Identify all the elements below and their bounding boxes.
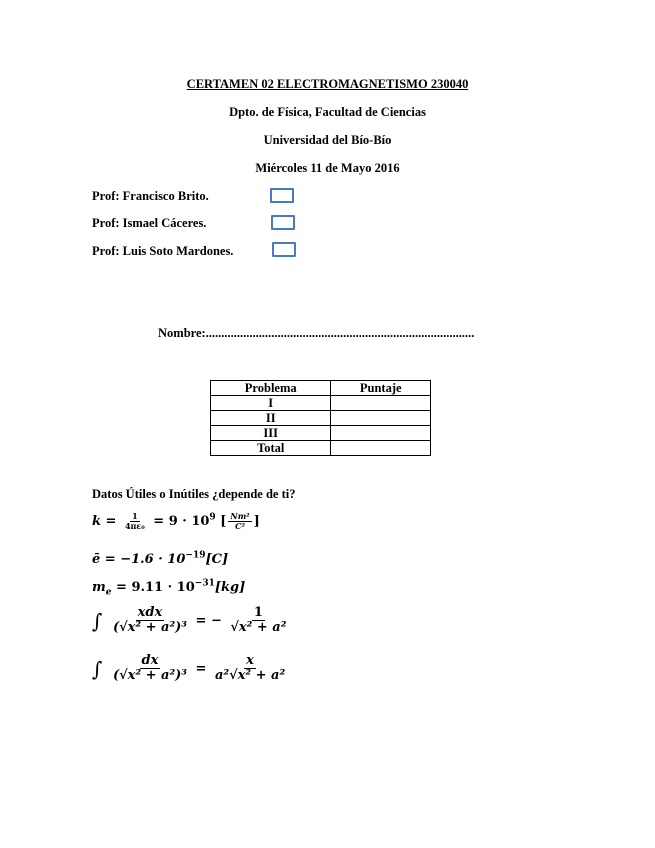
problem-label: II [211,411,331,426]
department: Dpto. de Física, Facultad de Ciencias [229,105,426,119]
int2-fraction [111,654,189,684]
exam-date: Miércoles 11 de Mayo 2016 [255,161,400,175]
int1-fraction [111,606,189,636]
int2-equals: = [195,661,207,677]
score-cell[interactable] [331,396,431,411]
e-unit: [C] [205,552,229,567]
k-middle: = 9 · 10 [153,513,210,529]
int1-result-num: 1 [253,605,263,620]
k-unit-num: Nm² [230,511,250,521]
table-row [211,426,431,441]
university: Universidad del Bío-Bío [263,133,392,147]
formula-integral-2 [92,654,289,684]
e-text: ē = −1.6 · 10 [92,552,186,567]
problem-label: I [211,396,331,411]
formula-integral-1 [92,606,290,636]
table-header-row [211,381,431,396]
k-exponent: 9 [209,512,216,523]
score-cell[interactable] [331,441,431,456]
table-row [211,411,431,426]
exam-title: CERTAMEN 02 ELECTROMAGNETISMO 230040 [186,77,469,91]
problem-label: Total [211,441,331,456]
score-cell[interactable] [331,426,431,441]
professor-brito-checkbox[interactable] [270,188,294,203]
k-fraction [123,512,147,531]
me-subscript: e [105,587,112,598]
problem-label: III [211,426,331,441]
int1-numerator: xdx [137,605,163,620]
table-row [211,396,431,411]
int1-result-den: √x² + a² [230,620,287,636]
integral-sign-icon: ∫ [92,609,103,634]
k-unit-den: C² [235,520,245,531]
e-exponent: −19 [185,550,206,561]
header-problema: Problema [211,381,331,396]
table-row [211,441,431,456]
professor-caceres-checkbox[interactable] [271,215,295,230]
name-field[interactable]: Nombre:...................................................................................... [158,326,475,340]
int1-denominator: (√x² + a²)³ [112,620,187,636]
k-left: k = [92,513,121,529]
integral-sign-icon: ∫ [92,657,103,682]
k-unit-close: ] [253,513,260,529]
header-puntaje: Puntaje [331,381,431,396]
score-table [210,380,431,456]
int1-result [228,606,288,636]
me-value: = 9.11 · 10 [111,580,195,595]
int2-result-num: x [246,653,254,668]
int2-result [213,654,287,684]
me-symbol: m [92,580,106,595]
formula-electron-mass [92,578,246,598]
k-unit [228,512,251,531]
formula-electron-charge [92,552,228,567]
me-exponent: −31 [194,578,215,589]
k-numerator: 1 [132,511,138,521]
professor-soto-checkbox[interactable] [272,242,296,257]
int1-equals: = − [195,613,222,629]
useful-data-heading: Datos Útiles o Inútiles ¿depende de ti? [92,487,296,501]
me-unit: [kg] [214,580,246,595]
k-denominator: 4πε₀ [124,520,145,531]
int2-denominator: (√x² + a²)³ [112,668,187,684]
professor-caceres: Prof: Ismael Cáceres. [92,216,207,230]
k-unit-open: [ [220,513,227,529]
professor-soto: Prof: Luis Soto Mardones. [92,244,234,258]
professor-brito: Prof: Francisco Brito. [92,189,209,203]
int2-numerator: dx [141,653,159,668]
int2-result-den: a²√x² + a² [214,668,286,684]
score-cell[interactable] [331,411,431,426]
formula-coulomb-constant [92,512,260,531]
